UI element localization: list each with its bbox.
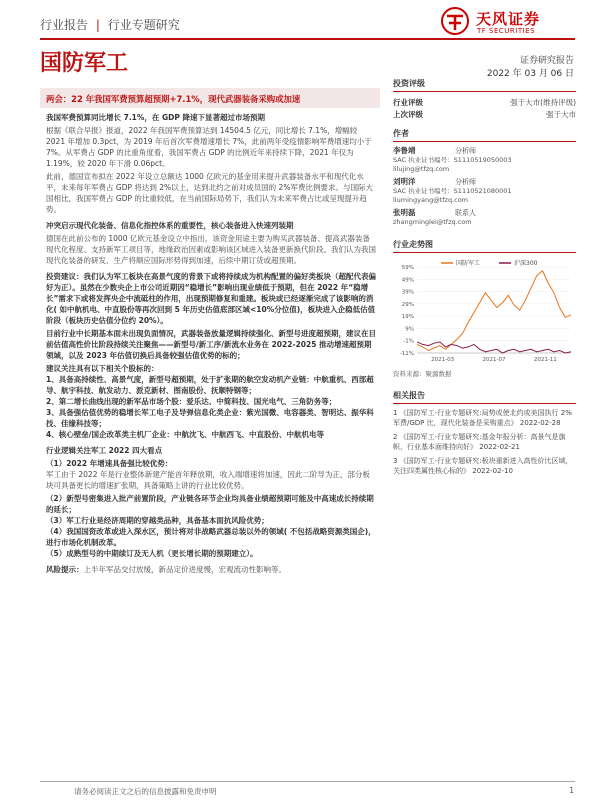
chart-source: 资料来源：聚源数据	[393, 370, 452, 378]
author-email[interactable]: liumingyang@tfzq.com	[393, 196, 469, 204]
author-entry	[393, 177, 576, 205]
sidebar	[393, 78, 576, 480]
trend-chart-svg	[393, 257, 576, 367]
logo-text-cn: 天风证券	[476, 10, 541, 28]
author-email[interactable]: zhangminglei@tfzq.com	[393, 218, 472, 226]
author-entry	[393, 208, 576, 227]
stock-list-1: 1、具备高持续性、高景气度，新型号超预期，处于扩张期的航空发动机产业链：中航重机、西部超导、航宇科技、航发动力、派克新材、图南股份、抚顺特钢等；	[46, 375, 374, 395]
report-title: 两会：22 年我国军费预算超预期+7.1%，现代武器装备采购或加速	[46, 94, 301, 104]
related-section-title: 相关报告	[393, 390, 576, 404]
investment-advice: 投资建议：我们认为军工板块在高景气度的背景下或将持续成为机构配置的偏好类板块（超配代表偏好为正）。虽然在少数央企上市公司近期因“稳增长”影响出现业绩低于预期，但在 2022 年“稳增长”需求下或将发挥央企中流砥柱的作用，出现预期修复和重建。板块或已经逐渐完成了该影响的消化( 如中航机电、中直股份等再次回到 5 年历史估值底部区域<10%分位值)，板块进入企稳低估值阶段（板块历史估值分位约 20%）。	[46, 272, 376, 325]
page-number: 1	[569, 786, 574, 795]
highlight-5: （5）成熟型号的中期续订及无人机（更长增长期的预期建立）。	[46, 549, 258, 558]
paragraph-2: 此前，德国宣布拟在 2022 年设立总额达 1000 亿欧元的基金用来提升武器装备水平和现代化水平，未来每年军费占 GDP 将达到 2%以上，达到北约之前对成员国的 2%军费比例要求。与国际大国相比，我国军费占 GDP 的比重较低，在当前国际局势下，我们认为未来军费占比或呈现提升趋势。	[46, 172, 373, 214]
author-license: SAC 执业证书编号：S1110521080001	[393, 187, 512, 195]
report-date: 2022 年 03 月 06 日	[486, 69, 574, 79]
related-report-text[interactable]: 3 《国防军工-行业专题研究:板块重新进入高性价比区域，关注四类属性核心标的》	[393, 457, 573, 475]
x-tick-label: 2021-07	[482, 357, 506, 363]
related-report-item[interactable]	[393, 456, 576, 476]
related-report-text[interactable]: 2 《国防军工-行业专题研究:基金年报分析：高景气是旗帜，行业基本面维持向好》	[393, 433, 566, 451]
subcategory-label: 行业专题研究	[107, 18, 180, 32]
paragraph-6: 建议关注具有以下相关个股标的：	[46, 364, 159, 373]
footer-disclaimer: 请务必阅读正文之后的信息披露和免责申明	[74, 787, 217, 796]
legend-label: 国防军工	[456, 260, 481, 267]
author-role: 分析师	[455, 147, 476, 155]
industry-trend-chart	[393, 257, 576, 367]
highlight-1-text: 军工由于 2022 年是行业整体新建产能首年释放期，收入端增速将加速，因此二阶导为正，部分板块可具备更长的增速扩张期，具备策略上讲的行业比较优势。	[46, 470, 370, 490]
y-tick-label: 39%	[401, 289, 414, 296]
paragraph-5: 目前行业中长期基本面未出现负面情况，武器装备放量逻辑持续强化、新型号进度超预期，建议在目前估值高性价比阶段持续关注聚焦——新型号/新工序/新流水业务在 2022-2025 推动增速超预期领域，以及 2023 年估值切换后具备较强估值优势的标的；	[46, 329, 376, 360]
author-name: 张明磊	[393, 208, 416, 217]
related-report-item[interactable]	[393, 432, 576, 452]
prev-rating-value: 强于大市	[546, 109, 576, 119]
risk-text: 上半年军品交付放缓，新品定价进度慢，宏观流动性影响等。	[83, 565, 286, 574]
y-tick-label: 19%	[401, 314, 414, 321]
header-divider	[40, 38, 575, 40]
legend-label: 沪深300	[514, 260, 538, 267]
related-reports	[393, 408, 576, 476]
x-tick-label: 2021-11	[533, 357, 557, 363]
series-line	[417, 271, 571, 351]
report-title-bar	[40, 88, 380, 108]
y-tick-label: 49%	[401, 277, 414, 284]
x-tick-label: 2021-03	[431, 357, 455, 363]
risk-label: 风险提示：	[46, 565, 84, 574]
stock-list-2: 2、第二增长曲线出现的新军品市场个股：爱乐达、中简科技、国光电气、三角防务等；	[46, 397, 337, 406]
footer-divider	[40, 781, 575, 782]
report-type: 证券研究报告	[519, 56, 574, 66]
paragraph-1: 根据《联合早报》报道，2022 年我国军费预算达到 14504.5 亿元，同比增长 7.1%，增幅较 2021 年增加 0.3pct，为 2019 年后首次军费增速增长 7%，此前两年受疫情影响军费增速均小于 7%。从军费占 GDP 的比重角度看，我国军费占 GDP 的比例近年来持续下降，2021 年仅为 1.19%，较 2020 年下滑 0.06pct。	[46, 126, 372, 168]
y-tick-label: 29%	[401, 301, 414, 308]
author-role: 联系人	[455, 209, 476, 217]
related-report-text[interactable]: 1 《国防军工-行业专题研究:局势或使北约或美国执行 2%军费/GDP 比，现代化装备是采购重点》	[393, 409, 572, 427]
section-heading-3: 行业逻辑关注军工 2022 四大看点	[46, 446, 163, 455]
related-report-date: 2022-02-10	[472, 467, 513, 475]
logo-text-en: TF SECURITIES	[477, 27, 536, 35]
rating-section-title: 投资评级	[393, 78, 576, 92]
tf-securities-logo	[440, 6, 570, 40]
stock-list-4: 4、核心壁垒/国企改革类主机厂企业：中航沈飞、中航西飞、中直股份、中航机电等	[46, 430, 324, 439]
author-name: 李鲁靖	[393, 146, 416, 155]
author-entry	[393, 146, 576, 174]
risk-warning	[46, 564, 376, 575]
prev-rating-row	[393, 108, 576, 120]
highlight-1-title: （1）2022 年增速具备强比较优势：	[46, 459, 173, 468]
category-separator: |	[95, 18, 100, 32]
related-report-item[interactable]	[393, 408, 576, 428]
prev-rating-label: 上次评级	[393, 109, 423, 119]
category-label: 行业报告	[40, 18, 89, 32]
series-line	[417, 342, 571, 353]
rating-label: 行业评级	[393, 97, 423, 107]
author-role: 分析师	[455, 178, 476, 186]
authors-section-title: 作者	[393, 128, 576, 142]
stock-list-3: 3、具备强估值优势的稳增长军工电子及导弹信息化类企业：紫光国微、电容器类、智明达、振华科技、佳缘科技等；	[46, 408, 374, 428]
paragraph-3: 德国在此前公布的 1000 亿欧元基金设立中指出，该资金用途主要为购买武器装备、提高武器装备现代化程度、支持新军工项目等，地缘政治因素或影响该区域进入装备更新换代阶段。我们认为我国现代化装备的研发、生产将顺应国际形势得到加速，后续中期订货或超预期。	[46, 234, 376, 265]
report-body	[46, 112, 376, 577]
highlight-4: （4）我国国资改革或进入深水区，预计将对非战略武器总装以外的领域( 不包括战略资源类国企)，进行市场化机制改革。	[46, 527, 376, 547]
related-report-date: 2022-02-28	[519, 419, 561, 427]
industry-title: 国防军工	[40, 51, 129, 76]
highlight-2: （2）新型号密集进入批产前置阶段，产业链各环节企业均具备业绩超预期可能及中高速成长持续期的延长；	[46, 494, 374, 514]
rating-value: 强于大市(维持评级)	[510, 97, 576, 107]
y-tick-label: 9%	[405, 326, 414, 333]
report-category	[40, 16, 180, 33]
section-heading-2: 冲突启示现代化装备、信息化指控体系的重要性，核心装备进入快速列装期	[46, 221, 294, 230]
tf-logo-icon	[440, 6, 470, 36]
highlight-3: （3）军工行业是经济周期的穿越类品种，具备基本面抗风险优势；	[46, 516, 269, 525]
author-license: SAC 执业证书编号：S1110519050003	[393, 156, 512, 164]
trend-section-title: 行业走势图	[393, 239, 576, 253]
rating-row	[393, 96, 576, 108]
author-name: 刘明洋	[393, 177, 416, 186]
author-email[interactable]: lilujing@tfzq.com	[393, 165, 450, 173]
section-heading-1: 我国军费预算同比增长 7.1%，在 GDP 降速下显著超过市场预期	[46, 113, 266, 122]
y-tick-label: -11%	[399, 351, 414, 357]
y-tick-label: 59%	[401, 265, 414, 271]
related-report-date: 2022-02-21	[479, 443, 520, 451]
y-tick-label: -1%	[403, 338, 414, 345]
